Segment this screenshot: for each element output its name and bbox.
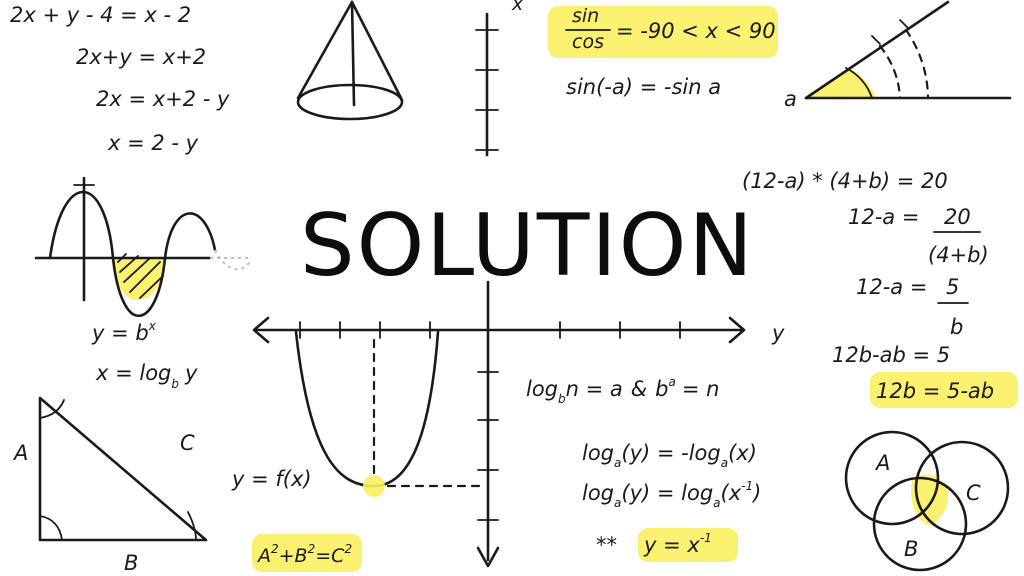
sine-wave-graph	[36, 178, 250, 316]
graph-y-axis-label: y	[772, 321, 785, 345]
pythagoras-c: =C	[315, 545, 345, 567]
exp-line-1	[91, 319, 157, 345]
pythagoras-a-exp: 2	[271, 542, 279, 556]
top-axis-label: x	[512, 0, 524, 15]
log-def-and: &	[630, 377, 648, 401]
solve-line-2-left: 12-a =	[848, 205, 920, 229]
triangle-sketch	[12, 398, 206, 575]
log-rule-2-base-2: a	[713, 496, 721, 510]
exp-line-2	[95, 361, 198, 391]
venn-label-c: C	[966, 481, 981, 505]
function-label: y = f(x)	[232, 467, 312, 491]
triangle-side-c: C	[180, 431, 195, 455]
solve-b-steps	[742, 169, 1018, 408]
log-rule-2	[582, 479, 761, 510]
top-axis	[476, 0, 524, 155]
log-def-rhs: = n	[681, 377, 720, 401]
pythagoras-c-exp: 2	[344, 542, 353, 556]
trig-ratio	[548, 5, 778, 99]
triangle-side-a: A	[14, 441, 29, 465]
log-def-exp: a	[668, 375, 676, 389]
algebra-line-4: x = 2 - y	[108, 131, 199, 155]
pythagoras-formula	[252, 534, 362, 572]
trig-numerator: sin	[572, 5, 600, 27]
pythagoras-b-exp: 2	[307, 542, 316, 556]
log-rule-1-log: log	[582, 441, 615, 465]
solve-line-1: (12-a) * (4+b) = 20	[742, 169, 948, 193]
trig-denominator: cos	[572, 31, 604, 53]
solve-line-4: 12b-ab = 5	[832, 343, 951, 367]
venn-label-a: A	[876, 451, 891, 475]
solve-line-3-denominator: b	[950, 315, 964, 339]
triangle-side-b: B	[124, 551, 139, 575]
solve-line-5: 12b = 5-ab	[876, 379, 995, 403]
algebra-line-2: 2x+y = x+2	[76, 45, 207, 69]
angle-sketch	[784, 2, 1010, 111]
log-definition	[526, 375, 719, 406]
log-rule-1-mid: (y) = -log	[621, 441, 721, 465]
algebra-line-1: 2x + y - 4 = x - 2	[10, 3, 192, 27]
log-rules	[526, 375, 761, 562]
log-rule-2-log: log	[582, 481, 615, 505]
log-rule-1-arg: (x)	[728, 441, 757, 465]
log-rule-1-base: a	[614, 456, 622, 470]
cone-sketch	[298, 2, 402, 119]
trig-identity: sin(-a) = -sin a	[566, 75, 722, 99]
log-rule-2-arg: (x	[720, 481, 742, 505]
log-result-exp: -1	[699, 531, 712, 545]
exp-line-2-log: x = log	[96, 361, 172, 385]
pythagoras-a: A	[258, 545, 271, 567]
log-def-lhs: n = a	[565, 377, 623, 401]
exponential-definition	[91, 319, 198, 391]
page-title: SOLUTION	[300, 196, 755, 296]
parabola-vertex-highlight	[363, 475, 385, 497]
exp-line-1-exponent: x	[148, 319, 156, 333]
solve-line-2-numerator: 20	[944, 205, 971, 229]
log-rule-2-close: )	[753, 481, 762, 505]
solve-line-3-left: 12-a =	[856, 275, 928, 299]
parabola-graph	[231, 282, 785, 566]
log-rule-1-base-2: a	[720, 456, 729, 470]
venn-label-b: B	[904, 537, 919, 561]
log-def-base: b	[558, 392, 566, 406]
log-result-marker: **	[596, 533, 617, 557]
log-result-lhs: y = x	[644, 533, 700, 557]
algebra-steps	[10, 3, 230, 155]
log-def-b: b	[655, 377, 669, 401]
angle-label: a	[784, 87, 797, 111]
pythagoras-b: +B	[278, 545, 308, 567]
solve-line-3-numerator: 5	[946, 275, 960, 299]
log-def-log: log	[526, 377, 559, 401]
log-rule-1	[582, 441, 757, 470]
pythagoras-text	[256, 542, 352, 567]
log-rule-2-exp: -1	[741, 479, 754, 493]
log-rule-2-mid: (y) = log	[621, 481, 714, 505]
log-rule-2-base: a	[614, 496, 622, 510]
venn-diagram	[846, 432, 1008, 570]
exp-line-2-result: y	[185, 361, 198, 385]
solve-line-2-denominator: (4+b)	[928, 243, 989, 267]
exp-line-1-base: y = b	[92, 321, 149, 345]
algebra-line-3: 2x = x+2 - y	[96, 87, 230, 111]
exp-line-2-base: b	[171, 377, 180, 391]
trig-range: = -90 < x < 90	[616, 19, 776, 43]
